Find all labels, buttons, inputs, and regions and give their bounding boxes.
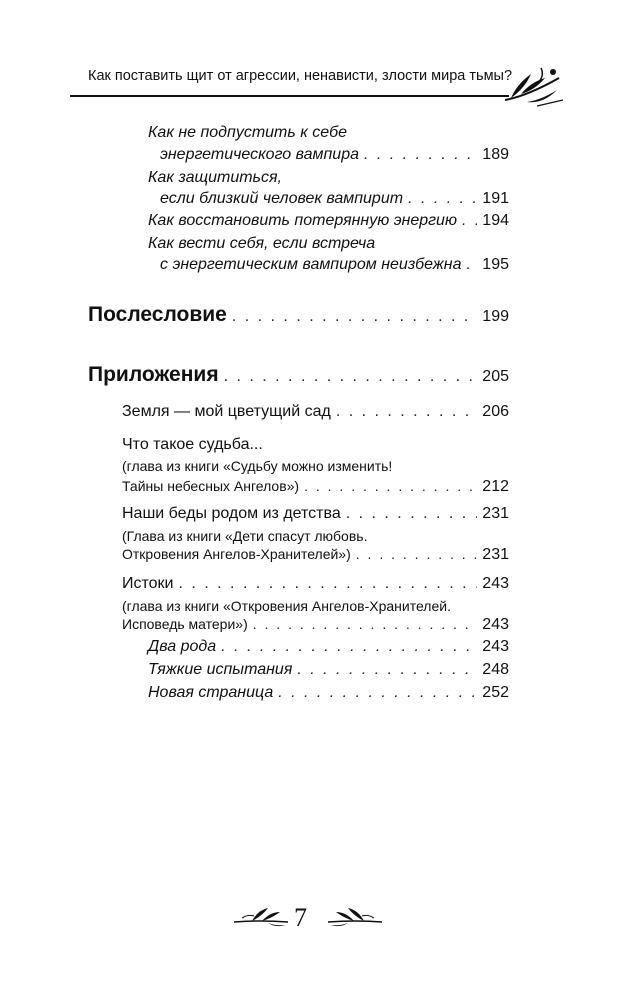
toc-entry-subtitle: (Глава из книги «Дети спасут любовь. bbox=[122, 528, 368, 544]
header-title: Как поставить щит от агрессии, ненависти, злости мира тьмы? bbox=[88, 68, 513, 84]
toc-entry[interactable]: с энергетическим вампиром неизбежна . . . 195 bbox=[160, 256, 509, 274]
page-number: 7 bbox=[294, 903, 307, 932]
toc-entry[interactable]: Истоки . . . 243 bbox=[122, 575, 509, 593]
toc-entry[interactable]: Земля — мой цветущий сад . . . 206 bbox=[122, 403, 509, 421]
toc-entry-line: Как не подпустить к себе bbox=[148, 124, 348, 141]
toc-entry-line: Что такое судьба... bbox=[122, 436, 263, 453]
toc-entry[interactable]: Откровения Ангелов-Хранителей») . . . 231 bbox=[122, 546, 509, 564]
toc-entry[interactable]: энергетического вампира . . . 189 bbox=[160, 146, 509, 164]
toc-entry[interactable]: Наши беды родом из детства . . . 231 bbox=[122, 505, 509, 523]
toc-entry-line: Как защититься, bbox=[148, 169, 282, 186]
toc-entry-line: Как вести себя, если встреча bbox=[148, 235, 376, 252]
toc-entry-subtitle: (глава из книги «Судьбу можно изменить! bbox=[122, 458, 393, 474]
toc-section-appendices[interactable]: Приложения . . . 205 bbox=[88, 363, 509, 387]
toc-entry[interactable]: Как восстановить потерянную энергию . . . 194 bbox=[148, 212, 509, 230]
toc-section-afterword[interactable]: Послесловие . . . 199 bbox=[88, 303, 509, 327]
toc-entry[interactable]: если близкий человек вампирит . . . 191 bbox=[160, 190, 509, 208]
leaf-ornament-icon bbox=[326, 906, 384, 928]
leaf-ornament-icon bbox=[232, 906, 290, 928]
toc-entry[interactable]: Два рода . . . 243 bbox=[148, 638, 509, 656]
toc-entry-subtitle: (глава из книги «Откровения Ангелов-Хранителей. bbox=[122, 598, 451, 614]
toc-entry[interactable]: Исповедь матери») . . . 243 bbox=[122, 616, 509, 634]
toc-entry[interactable]: Тяжкие испытания . . . 248 bbox=[148, 661, 509, 679]
toc-entry[interactable]: Тайны небесных Ангелов») . . . 212 bbox=[122, 478, 509, 496]
toc-entry[interactable]: Новая страница . . . 252 bbox=[148, 684, 509, 702]
